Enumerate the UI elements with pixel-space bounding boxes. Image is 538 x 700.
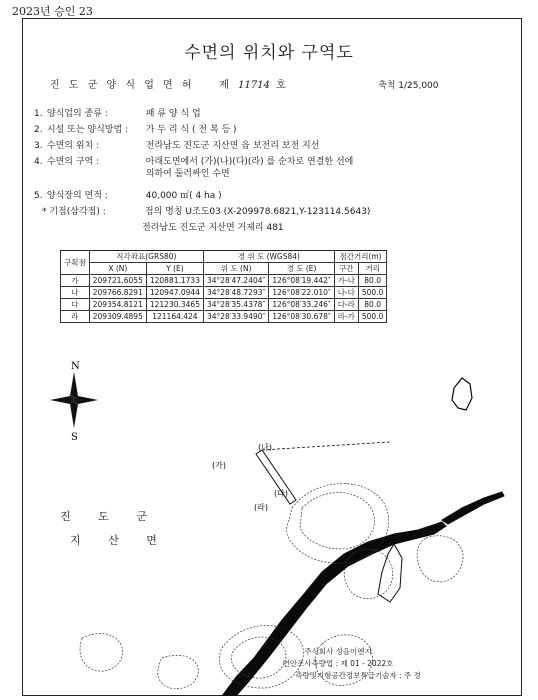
- table-header: Y (E): [146, 263, 203, 275]
- point-label-da: (다): [274, 489, 288, 498]
- table-cell: 209354.8121: [89, 299, 146, 311]
- approval-tag: 2023년 승인 23: [12, 5, 93, 18]
- item-label: 수면의 위치 :: [46, 141, 100, 151]
- item-value: 가 두 리 식 ( 전 복 등 ): [145, 125, 237, 135]
- point-label-ra: (라): [254, 503, 268, 512]
- item-label: 시설 또는 양식방법 :: [46, 125, 129, 135]
- coordinate-table: [60, 250, 387, 323]
- table-cell: 나: [61, 287, 90, 299]
- permit-line: [50, 76, 289, 91]
- table-cell: 121164.424: [146, 311, 203, 323]
- page-title: 수면의 위치와 구역도: [184, 43, 354, 63]
- basepoint-line1: 점의 명칭 U조도03 (X-209978.6821,Y-123114.5643): [144, 207, 371, 217]
- footer-surveyor: 측량및지형공간정보특급기술자 : 주 정: [295, 671, 421, 680]
- item-basepoint: [42, 206, 370, 218]
- table-cell: 34°28′35.4378″: [203, 299, 268, 311]
- item-value: 패 류 양 식 업: [145, 109, 201, 119]
- table-row: [61, 287, 387, 299]
- table-cell: 34°28′33.9490″: [203, 311, 268, 323]
- table-header: 직각좌표(GRS80): [89, 251, 203, 263]
- item-number: 3.: [34, 141, 43, 151]
- permit-no-label: 제: [219, 80, 232, 91]
- table-cell: 209721.6055: [89, 275, 146, 287]
- table-header: 점간거리(m): [334, 251, 387, 263]
- permit-number: 11714: [238, 80, 270, 91]
- table-cell: 다-라: [334, 299, 358, 311]
- table-row: [61, 299, 387, 311]
- district-label: 지 산 면: [70, 534, 169, 547]
- table-cell: 라-가: [334, 311, 358, 323]
- item-number: 2.: [34, 125, 43, 135]
- compass-rose: [50, 361, 98, 443]
- item-area-zone: [34, 156, 353, 168]
- item-fishery-type: [34, 108, 201, 120]
- table-cell: 34°28′47.2404″: [203, 275, 268, 287]
- point-label-na: (나): [258, 443, 272, 452]
- item-label: 양식업의 종류 :: [46, 109, 108, 119]
- table-header: 거리: [358, 263, 386, 275]
- table-cell: 80.0: [358, 275, 386, 287]
- table-cell: 126°08′22.010″: [269, 287, 334, 299]
- table-cell: 가-나: [334, 275, 358, 287]
- item-number: 5.: [34, 191, 43, 201]
- table-cell: 가: [61, 275, 90, 287]
- table-cell: 126°08′19.442″: [269, 275, 334, 287]
- region-label: 진 도 군: [60, 510, 159, 523]
- compass-n: N: [71, 361, 80, 372]
- item-method: [34, 124, 237, 136]
- table-cell: 34°28′48.7293″: [203, 287, 268, 299]
- farm-zone: [212, 442, 390, 512]
- permit-prefix: 진 도 군 양 식 업 면 허: [50, 80, 195, 91]
- footer-company: 주식회사 성음이엔지: [304, 647, 372, 656]
- item-area-zone-cont: [34, 168, 230, 180]
- table-header: 경 위 도 (WGS84): [203, 251, 334, 263]
- table-header: X (N): [89, 263, 146, 275]
- item-value: 전라남도 진도군 지산면 읍 보전리 보전 지선: [145, 141, 320, 151]
- table-header: 위 도 (N): [203, 263, 268, 275]
- table-cell: 209766.8291: [89, 287, 146, 299]
- table-header-row: [61, 251, 387, 263]
- table-cell: 120881.1733: [146, 275, 203, 287]
- table-cell: 80.0: [358, 299, 386, 311]
- basepoint-label: * 기점(삼각점) :: [42, 207, 106, 217]
- item-farm-area: [34, 190, 222, 202]
- item-label: 양식장의 면적 :: [46, 191, 108, 201]
- item-value: 40,000 ㎡( 4 ha ): [145, 191, 222, 201]
- permit-suffix: 호: [276, 80, 289, 91]
- footer-license: 연안조사측량업 : 제 01 - 2022호: [282, 659, 394, 668]
- table-cell: 121230.3465: [146, 299, 203, 311]
- table-subheader-row: [61, 263, 387, 275]
- table-header: 구획점: [61, 251, 90, 275]
- table-cell: 209309.4895: [89, 311, 146, 323]
- table-cell: 나-다: [334, 287, 358, 299]
- table-cell: 라: [61, 311, 90, 323]
- table-cell: 126°08′30.678″: [269, 311, 334, 323]
- table-row: [61, 311, 387, 323]
- compass-s: S: [71, 432, 78, 443]
- item-label: 수면의 구역 :: [46, 157, 100, 167]
- map-scale: 축척 1/25,000: [378, 81, 439, 91]
- table-row: [61, 275, 387, 287]
- table-cell: 126°08′33.246″: [269, 299, 334, 311]
- item-number: 1.: [34, 109, 43, 119]
- point-label-ga: (가): [212, 461, 226, 470]
- item-location: [34, 140, 319, 152]
- table-header: 경 도 (E): [269, 263, 334, 275]
- item-value: 아래도면에서 (가)(나)(다)(라) 를 순차로 연결한 선에: [145, 157, 354, 167]
- item-value: 의하여 둘러싸인 수면: [145, 169, 230, 179]
- table-cell: 다: [61, 299, 90, 311]
- basepoint-address: 전라남도 진도군 지산면 거제리 481: [142, 223, 284, 233]
- table-cell: 120947.0944: [146, 287, 203, 299]
- table-header: 구간: [334, 263, 358, 275]
- table-cell: 500.0: [358, 287, 386, 299]
- table-cell: 500.0: [358, 311, 386, 323]
- item-number: 4.: [34, 157, 43, 167]
